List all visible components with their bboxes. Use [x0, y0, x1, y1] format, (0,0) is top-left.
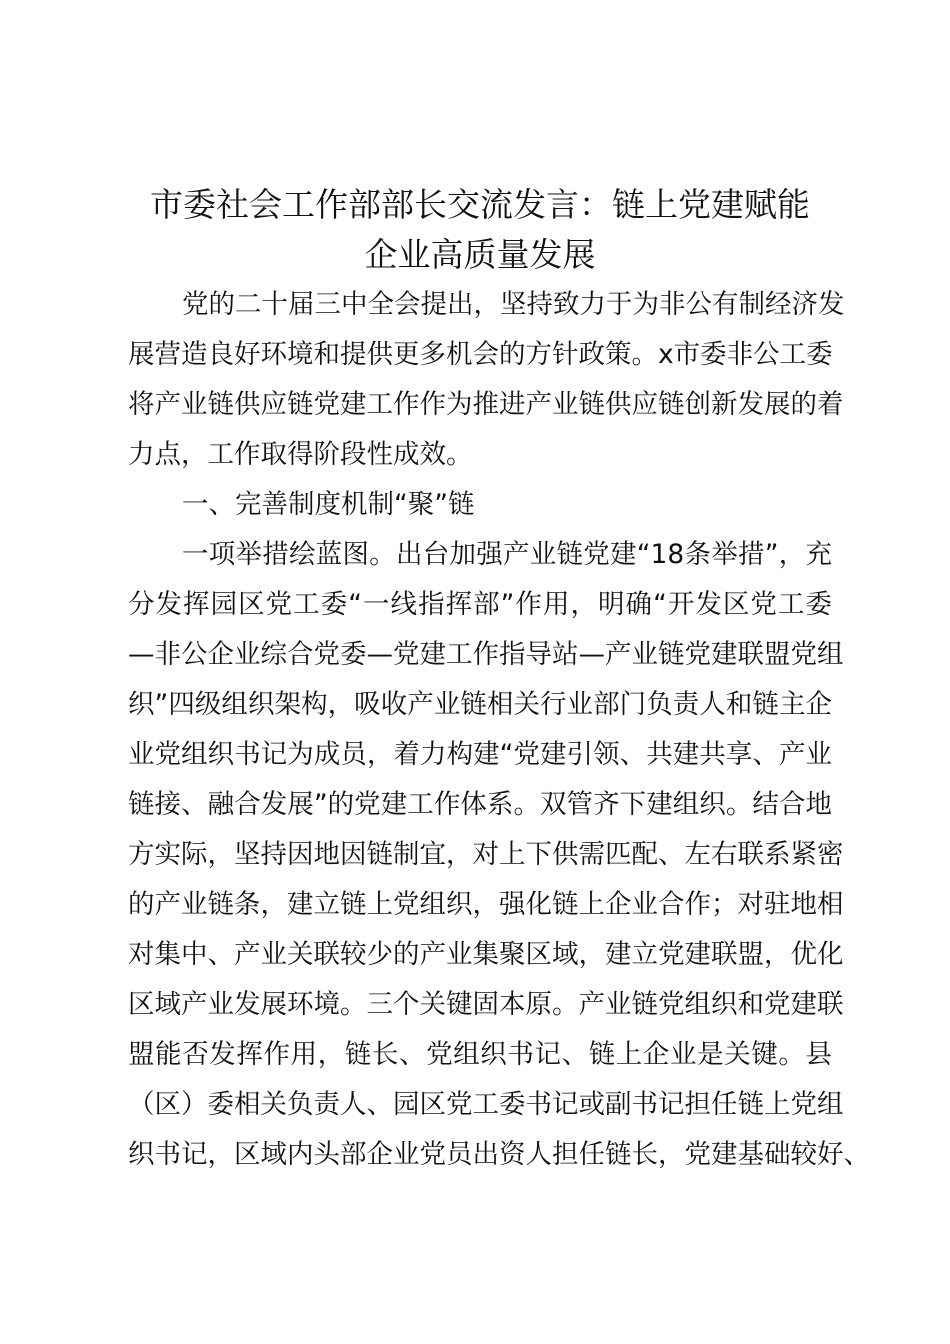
- paragraph-intro: [128, 280, 845, 480]
- section-heading: 一、完善制度机制“聚”链: [182, 489, 475, 520]
- paragraph-line: 织书记，区域内头部企业党员出资人担任链长，党建基础较好、: [128, 1139, 870, 1170]
- paragraph-line: 一项举措绘蓝图。出台加强产业链党建“18条举措”，充: [182, 539, 832, 570]
- paragraph-line: （区）委相关负责人、园区党工委书记或副书记担任链上党组: [128, 1089, 844, 1120]
- paragraph-line: 的产业链条，建立链上党组织，强化链上企业合作；对驻地相: [128, 889, 844, 920]
- paragraph-line: 业党组织书记为成员，着力构建“党建引领、共建共享、产业: [128, 739, 832, 770]
- paragraph-line: 力点，工作取得阶段性成效。: [128, 439, 473, 470]
- paragraph-line: 区域产业发展环境。三个关键固本原。产业链党组织和党建联: [128, 989, 844, 1020]
- document-page: [128, 180, 870, 1180]
- paragraph-line: 盟能否发挥作用，链长、党组织书记、链上企业是关键。县: [128, 1039, 832, 1070]
- paragraph-line: 方实际，坚持因地因链制宜，对上下供需匹配、左右联系紧密: [128, 839, 844, 870]
- paragraph-line: 对集中、产业关联较少的产业集聚区域，建立党建联盟，优化: [128, 939, 844, 970]
- paragraph-line: 链接、融合发展”的党建工作体系。双管齐下建组织。结合地: [128, 789, 832, 820]
- paragraph-line: —非公企业综合党委—党建工作指导站—产业链党建联盟党组: [128, 639, 844, 670]
- document-title: [128, 180, 832, 280]
- paragraph-line: 分发挥园区党工委“一线指挥部”作用，明确“开发区党工委: [128, 589, 832, 620]
- paragraph-line: 织”四级组织架构，吸收产业链相关行业部门负责人和链主企: [128, 689, 832, 720]
- paragraph-line: 将产业链供应链党建工作作为推进产业链供应链创新发展的着: [128, 389, 844, 420]
- paragraph-line: 展营造良好环境和提供更多机会的方针政策。x市委非公工委: [128, 339, 833, 370]
- paragraph-body: [128, 530, 870, 1180]
- title-line-1: 市委社会工作部部长交流发言：链上党建赋能: [150, 185, 810, 224]
- title-line-2: 企业高质量发展: [364, 235, 596, 274]
- paragraph-line: 党的二十届三中全会提出，坚持致力于为非公有制经济发: [182, 289, 845, 320]
